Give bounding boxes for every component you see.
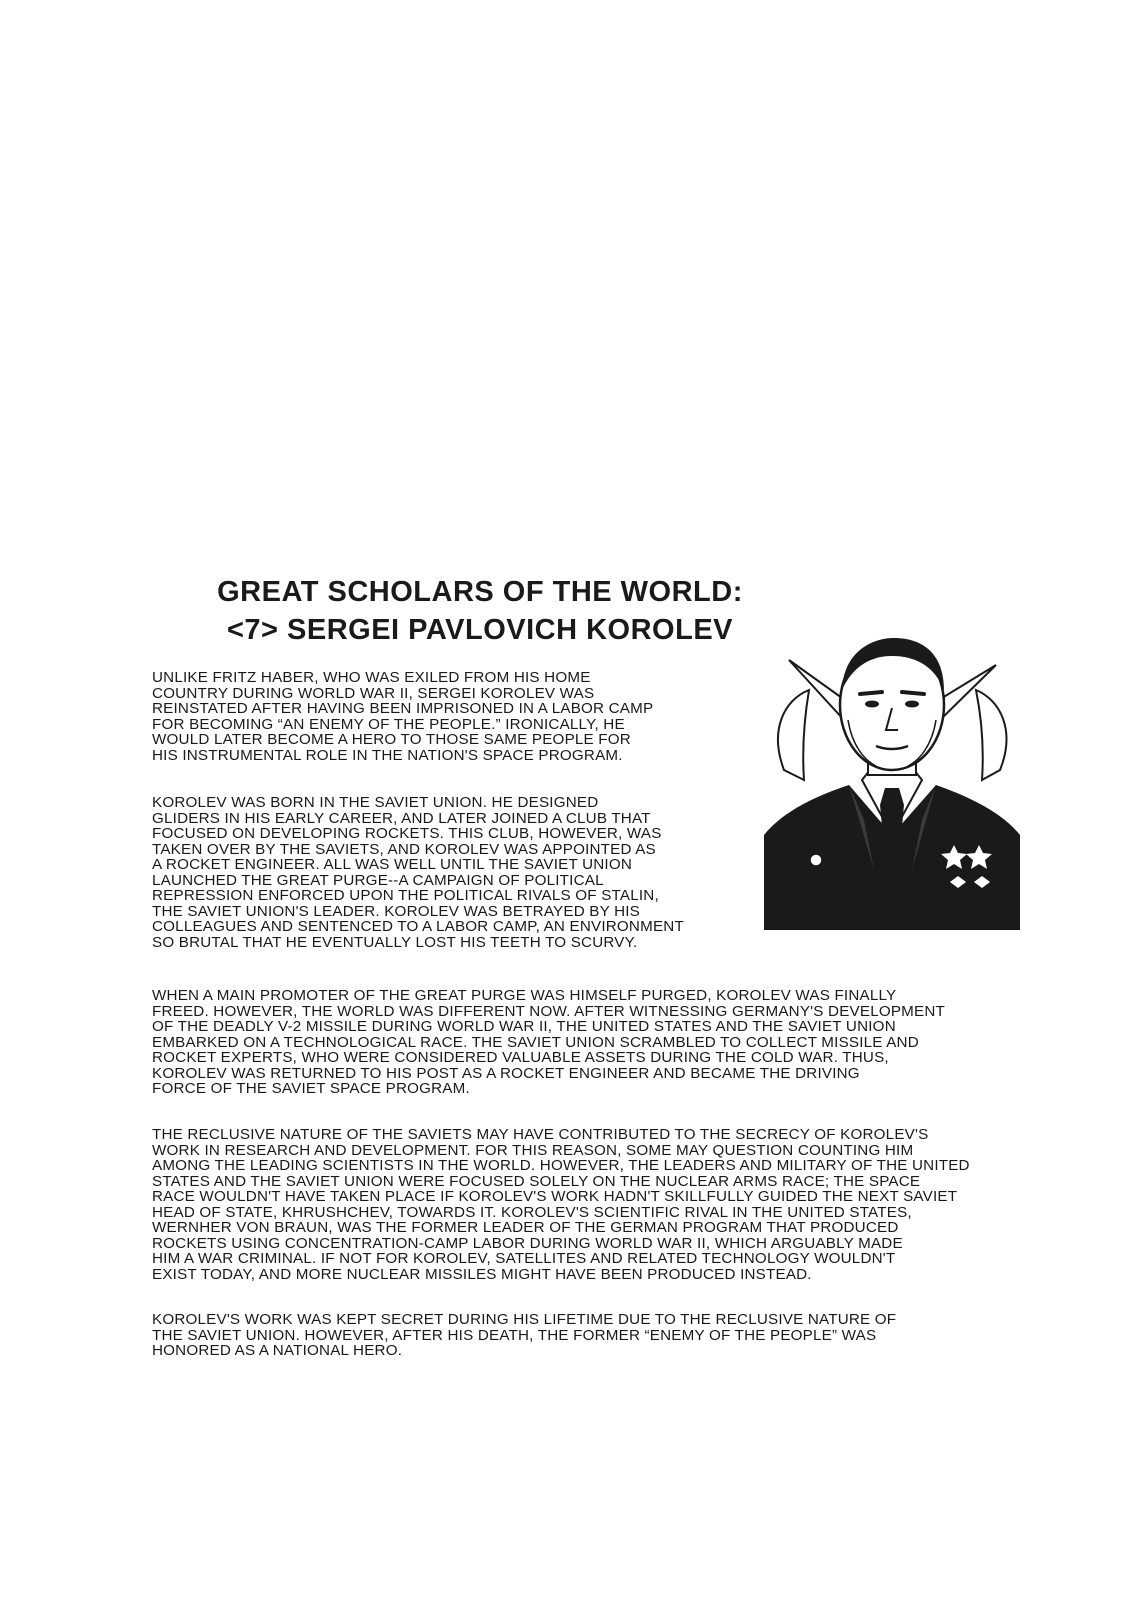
text-line: REPRESSION ENFORCED UPON THE POLITICAL RIVALS OF STALIN,	[152, 887, 659, 904]
text-line: HEAD OF STATE, KHRUSHCHEV, TOWARDS IT. KOROLEV'S SCIENTIFIC RIVAL IN THE UNITED STATES,	[152, 1203, 912, 1221]
text-line: GLIDERS IN HIS EARLY CAREER, AND LATER JOINED A CLUB THAT	[152, 809, 651, 827]
text-line: WOULD LATER BECOME A HERO TO THOSE SAME PEOPLE FOR	[152, 731, 631, 748]
paragraph-secrecy	[152, 1127, 1002, 1282]
text-line: FOR BECOMING “AN ENEMY OF THE PEOPLE.” IRONICALLY, HE	[152, 715, 625, 733]
text-line: KOROLEV WAS RETURNED TO HIS POST AS A ROCKET ENGINEER AND BECAME THE DRIVING	[152, 1064, 860, 1082]
paragraph-legacy	[152, 1312, 1002, 1359]
text-line: HIM A WAR CRIMINAL. IF NOT FOR KOROLEV, SATELLITES AND RELATED TECHNOLOGY WOULDN'T	[152, 1250, 896, 1267]
text-line: FORCE OF THE SAVIET SPACE PROGRAM.	[152, 1080, 470, 1097]
paragraph-early-life	[152, 795, 742, 950]
text-line: THE SAVIET UNION. HOWEVER, AFTER HIS DEATH, THE FORMER “ENEMY OF THE PEOPLE” WAS	[152, 1326, 877, 1344]
text-line: WORK IN RESEARCH AND DEVELOPMENT. FOR THIS REASON, SOME MAY QUESTION COUNTING HIM	[152, 1141, 914, 1159]
text-line: LAUNCHED THE GREAT PURGE--A CAMPAIGN OF POLITICAL	[152, 871, 604, 889]
paragraph-intro	[152, 670, 742, 763]
text-line: SO BRUTAL THAT HE EVENTUALLY LOST HIS TEETH TO SCURVY.	[152, 933, 638, 951]
text-line: REINSTATED AFTER HAVING BEEN IMPRISONED IN A LABOR CAMP	[152, 700, 654, 717]
text-line: HIS INSTRUMENTAL ROLE IN THE NATION'S SPACE PROGRAM.	[152, 746, 623, 764]
portrait-illustration	[764, 620, 1020, 930]
page-title-line-1: GREAT SCHOLARS OF THE WORLD:	[217, 576, 743, 608]
text-line: COLLEAGUES AND SENTENCED TO A LABOR CAMP, AN ENVIRONMENT	[152, 918, 684, 935]
text-line: OF THE DEADLY V-2 MISSILE DURING WORLD WAR II, THE UNITED STATES AND THE SAVIET UNION	[152, 1018, 896, 1035]
text-line: THE RECLUSIVE NATURE OF THE SAVIETS MAY HAVE CONTRIBUTED TO THE SECRECY OF KOROLEV'S	[152, 1126, 929, 1143]
text-line: STATES AND THE SAVIET UNION WERE FOCUSED SOLELY ON THE NUCLEAR ARMS RACE; THE SPACE	[152, 1172, 921, 1190]
text-line: ROCKET EXPERTS, WHO WERE CONSIDERED VALUABLE ASSETS DURING THE COLD WAR. THUS,	[152, 1049, 889, 1066]
text-line: EMBARKED ON A TECHNOLOGICAL RACE. THE SAVIET UNION SCRAMBLED TO COLLECT MISSILE AND	[152, 1033, 919, 1051]
text-line: UNLIKE FRITZ HABER, WHO WAS EXILED FROM HIS HOME	[152, 669, 591, 686]
text-line: KOROLEV'S WORK WAS KEPT SECRET DURING HIS LIFETIME DUE TO THE RECLUSIVE NATURE OF	[152, 1311, 897, 1328]
text-line: WHEN A MAIN PROMOTER OF THE GREAT PURGE WAS HIMSELF PURGED, KOROLEV WAS FINALLY	[152, 987, 897, 1004]
text-line: HONORED AS A NATIONAL HERO.	[152, 1342, 403, 1359]
text-line: ROCKETS USING CONCENTRATION-CAMP LABOR DURING WORLD WAR II, WHICH ARGUABLY MADE	[152, 1234, 903, 1252]
text-line: A ROCKET ENGINEER. ALL WAS WELL UNTIL THE SAVIET UNION	[152, 856, 633, 873]
text-line: EXIST TODAY, AND MORE NUCLEAR MISSILES MIGHT HAVE BEEN PRODUCED INSTEAD.	[152, 1265, 812, 1283]
text-line: TAKEN OVER BY THE SAVIETS, AND KOROLEV WAS APPOINTED AS	[152, 840, 656, 858]
page-title-line-2: <7> SERGEI PAVLOVICH KOROLEV	[226, 614, 734, 646]
text-line: KOROLEV WAS BORN IN THE SAVIET UNION. HE DESIGNED	[152, 794, 599, 811]
paragraph-freed	[152, 988, 1002, 1097]
text-line: FOCUSED ON DEVELOPING ROCKETS. THIS CLUB, HOWEVER, WAS	[152, 825, 662, 842]
text-line: RACE WOULDN'T HAVE TAKEN PLACE IF KOROLEV'S WORK HADN'T SKILLFULLY GUIDED THE NEXT SAVIET	[152, 1188, 958, 1205]
text-line: AMONG THE LEADING SCIENTISTS IN THE WORLD. HOWEVER, THE LEADERS AND MILITARY OF THE UNITED	[152, 1157, 970, 1174]
text-line: FREED. HOWEVER, THE WORLD WAS DIFFERENT NOW. AFTER WITNESSING GERMANY'S DEVELOPMENT	[152, 1002, 946, 1020]
text-line: THE SAVIET UNION'S LEADER. KOROLEV WAS BETRAYED BY HIS	[152, 902, 641, 920]
text-line: COUNTRY DURING WORLD WAR II, SERGEI KOROLEV WAS	[152, 684, 595, 702]
text-line: WERNHER VON BRAUN, WAS THE FORMER LEADER OF THE GERMAN PROGRAM THAT PRODUCED	[152, 1219, 899, 1236]
